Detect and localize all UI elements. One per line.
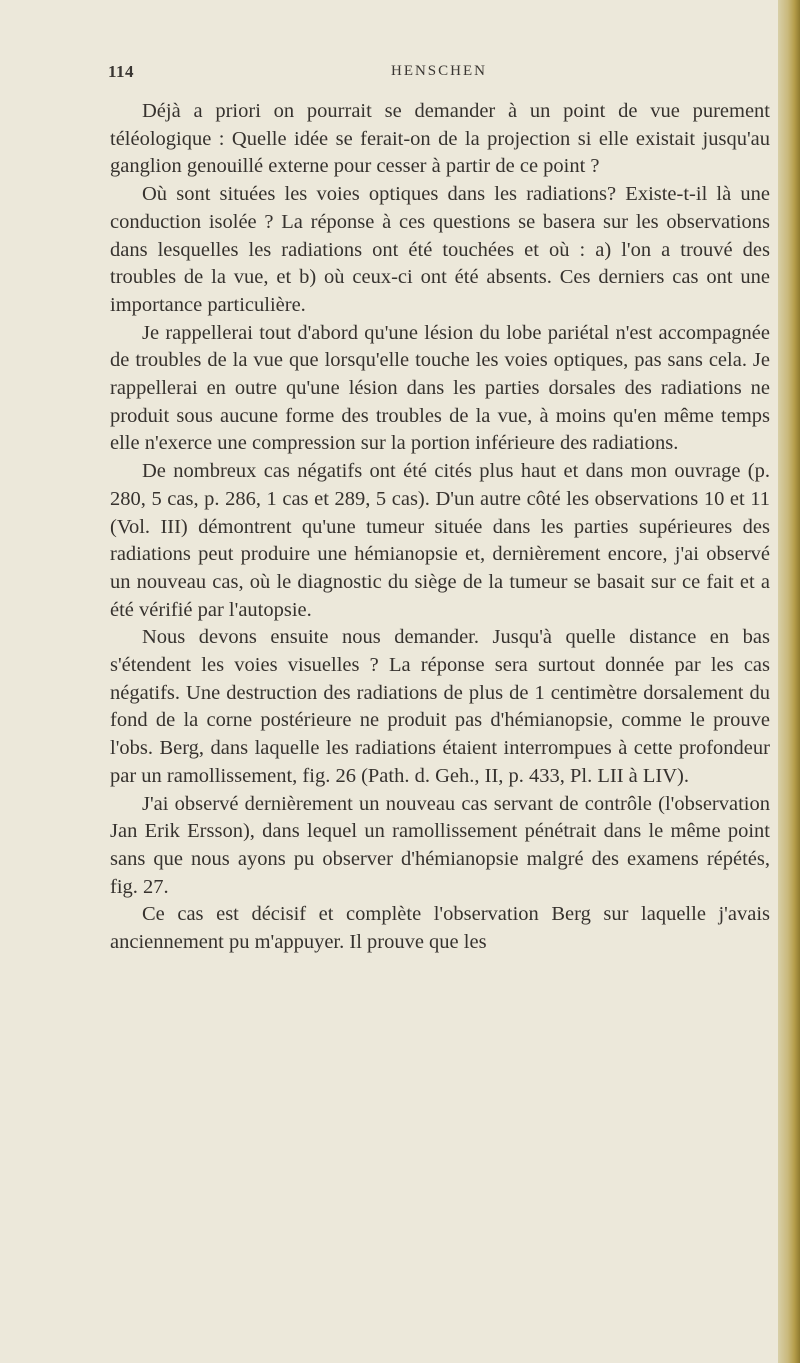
- paragraph: J'ai observé dernièrement un nouveau cas servant de contrôle (l'observation Jan Erik Ersson), dans lequel un ramollissement pénétrait dans le même point sans que nous ayons pu observer d'hémianopsie malgré des examens répétés, fig. 27.: [110, 792, 770, 898]
- page-number: 114: [108, 62, 135, 81]
- paragraph: Ce cas est décisif et complète l'observation Berg sur laquelle j'avais anciennement pu m'appuyer. Il prouve que les: [110, 903, 770, 954]
- paragraph: Nous devons ensuite nous demander. Jusqu'à quelle distance en bas s'étendent les voies visuelles ? La réponse sera surtout donnée par les cas négatifs. Une destruction des radiations de plus de 1 centimètre dorsalement du fond de la corne postérieure ne produit pas d'hémianopsie, comme le prouve l'obs. Berg, dans laquelle les radiations étaient interrompues à cette profondeur par un ramollissement, fig. 26 (Path. d. Geh., II, p. 433, Pl. LII à LIV).: [110, 626, 770, 787]
- paragraph: De nombreux cas négatifs ont été cités plus haut et dans mon ouvrage (p. 280, 5 cas, p. 286, 1 cas et 289, 5 cas). D'un autre côté les observations 10 et 11 (Vol. III) démontrent qu'une tumeur située dans les parties supérieures des radiations peut produire une hémianopsie et, dernièrement encore, j'ai observé un nouveau cas, où le diagnostic du siège de la tumeur se basait sur ce fait et a été vérifié par l'autopsie.: [110, 460, 770, 621]
- body-text: [110, 98, 770, 957]
- running-head: HENSCHEN: [390, 63, 487, 79]
- paragraph: Déjà a priori on pourrait se demander à un point de vue purement téléologique : Quelle idée se ferait-on de la projection si elle existait jusqu'au ganglion genouillé externe pour cesser à partir de ce point ?: [110, 100, 770, 178]
- page-gutter-shadow: [778, 0, 800, 1363]
- paragraph: Où sont situées les voies optiques dans les radiations? Existe-t-il là une conduction isolée ? La réponse à ces questions se basera sur les observations dans lesquelles les radiations ont été touchées et où : a) l'on a trouvé des troubles de la vue, et b) où ceux-ci ont été absents. Ces derniers cas ont une importance particulière.: [110, 183, 770, 316]
- page-header: [108, 62, 770, 88]
- paragraph: Je rappellerai tout d'abord qu'une lésion du lobe pariétal n'est accompagnée de troubles de la vue que lorsqu'elle touche les voies optiques, pas sans cela. Je rappellerai en outre qu'une lésion dans les parties dorsales des radiations ne produit sous aucune forme des troubles de la vue, à moins qu'en même temps elle n'exerce une compression sur la portion inférieure des radiations.: [110, 321, 770, 455]
